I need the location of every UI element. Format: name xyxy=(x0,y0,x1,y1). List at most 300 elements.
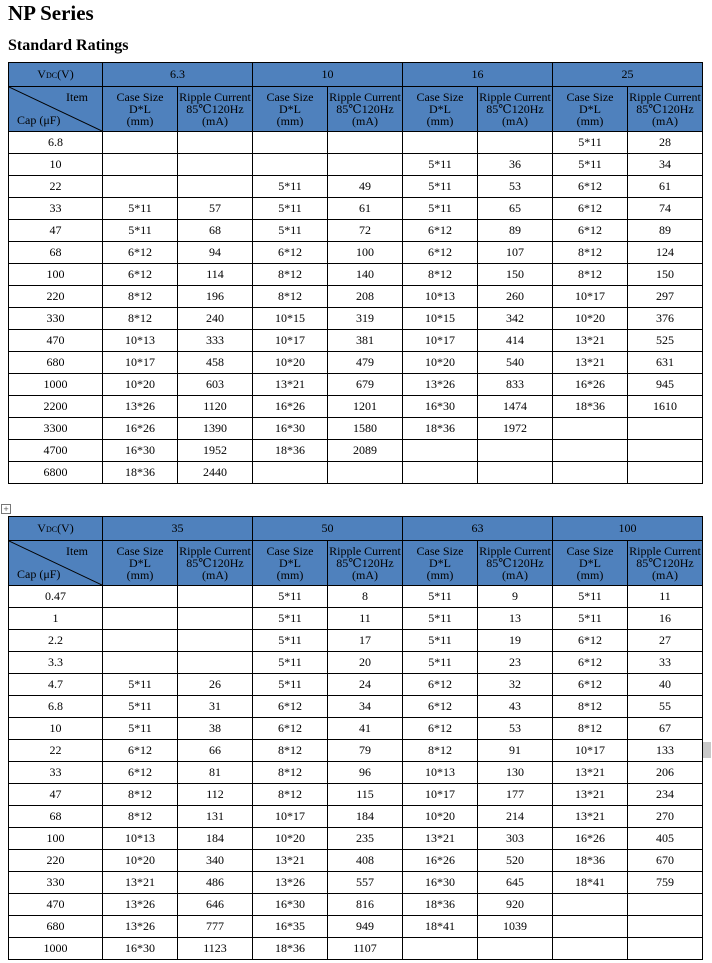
ripple-current-cell: 34 xyxy=(328,696,403,718)
table-row xyxy=(9,418,703,440)
cap-value-cell: 330 xyxy=(9,308,103,330)
table-row xyxy=(9,176,703,198)
case-size-cell: 8*12 xyxy=(103,308,178,330)
table-row xyxy=(9,784,703,806)
case-size-header-line: D*L xyxy=(279,102,301,116)
table-row xyxy=(9,264,703,286)
cap-value-cell: 4700 xyxy=(9,440,103,462)
case-size-cell: 10*20 xyxy=(253,352,328,374)
item-label: Item xyxy=(66,90,88,104)
cap-value-cell: 6.8 xyxy=(9,696,103,718)
ripple-current-cell: 57 xyxy=(178,198,253,220)
case-size-cell: 16*26 xyxy=(553,374,628,396)
case-size-cell xyxy=(253,462,328,484)
ripple-current-cell xyxy=(328,462,403,484)
table-row xyxy=(9,352,703,374)
ripple-current-cell: 520 xyxy=(478,850,553,872)
case-size-header-line: Case Size xyxy=(566,90,614,104)
ripple-current-cell: 949 xyxy=(328,916,403,938)
case-size-cell: 8*12 xyxy=(553,264,628,286)
ripple-current-header-line: 85℃120Hz xyxy=(636,556,694,570)
ripple-current-cell: 1039 xyxy=(478,916,553,938)
cap-value-cell: 3.3 xyxy=(9,652,103,674)
case-size-cell xyxy=(553,418,628,440)
ripple-current-header-line: 85℃120Hz xyxy=(186,102,244,116)
case-size-cell: 13*21 xyxy=(553,762,628,784)
cap-value-cell: 33 xyxy=(9,762,103,784)
ripple-current-cell: 32 xyxy=(478,674,553,696)
case-size-cell: 16*35 xyxy=(253,916,328,938)
case-size-cell: 5*11 xyxy=(253,630,328,652)
ripple-current-cell: 53 xyxy=(478,176,553,198)
case-size-header-line: D*L xyxy=(129,556,151,570)
case-size-header-line: (mm) xyxy=(576,568,604,582)
case-size-cell: 6*12 xyxy=(253,696,328,718)
ripple-current-cell xyxy=(178,652,253,674)
table-row xyxy=(9,586,703,608)
table-row xyxy=(9,740,703,762)
ripple-current-header-line: (mA) xyxy=(652,114,678,128)
ripple-current-cell: 36 xyxy=(478,154,553,176)
ripple-current-header-line: (mA) xyxy=(352,568,378,582)
case-size-cell: 18*36 xyxy=(403,418,478,440)
ripple-current-cell: 777 xyxy=(178,916,253,938)
ripple-current-cell xyxy=(628,916,703,938)
ripple-current-cell: 333 xyxy=(178,330,253,352)
table-row xyxy=(9,308,703,330)
ripple-current-cell: 9 xyxy=(478,586,553,608)
case-size-cell: 6*12 xyxy=(403,674,478,696)
ripple-current-cell: 66 xyxy=(178,740,253,762)
ripple-current-cell xyxy=(628,440,703,462)
case-size-cell: 8*12 xyxy=(253,286,328,308)
case-size-header-line: D*L xyxy=(579,102,601,116)
ripple-current-cell: 920 xyxy=(478,894,553,916)
cap-value-cell: 330 xyxy=(9,872,103,894)
ripple-current-cell xyxy=(178,630,253,652)
ripple-current-cell: 1390 xyxy=(178,418,253,440)
case-size-header-line: D*L xyxy=(579,556,601,570)
ripple-current-cell: 670 xyxy=(628,850,703,872)
voltage-header-0: 6.3 xyxy=(103,63,253,87)
ripple-current-cell xyxy=(328,154,403,176)
case-size-cell xyxy=(103,652,178,674)
ripple-current-cell: 479 xyxy=(328,352,403,374)
ripple-current-cell: 945 xyxy=(628,374,703,396)
cap-value-cell: 22 xyxy=(9,740,103,762)
table-row xyxy=(9,374,703,396)
case-size-cell: 10*17 xyxy=(553,740,628,762)
case-size-cell: 10*13 xyxy=(103,330,178,352)
vdc-unit: (V) xyxy=(57,67,74,81)
table-row xyxy=(9,696,703,718)
case-size-header xyxy=(103,541,178,586)
ripple-current-header-line: Ripple Current xyxy=(179,90,251,104)
ripple-current-header-line: (mA) xyxy=(502,568,528,582)
cap-value-cell: 220 xyxy=(9,286,103,308)
ripple-current-cell: 759 xyxy=(628,872,703,894)
ripple-current-header-line: 85℃120Hz xyxy=(186,556,244,570)
case-size-cell: 8*12 xyxy=(253,264,328,286)
column-header-row xyxy=(9,541,703,586)
case-size-header-line: D*L xyxy=(429,556,451,570)
ripple-current-cell: 525 xyxy=(628,330,703,352)
voltage-header-3: 25 xyxy=(553,63,703,87)
case-size-cell: 6*12 xyxy=(253,718,328,740)
ripple-current-cell: 340 xyxy=(178,850,253,872)
case-size-cell: 13*26 xyxy=(103,396,178,418)
ripple-current-cell: 1972 xyxy=(478,418,553,440)
cap-value-cell: 68 xyxy=(9,806,103,828)
case-size-cell: 8*12 xyxy=(103,806,178,828)
ripple-current-header-line: Ripple Current xyxy=(479,90,551,104)
ripple-current-cell: 61 xyxy=(628,176,703,198)
voltage-header-1: 10 xyxy=(253,63,403,87)
ripple-current-cell: 184 xyxy=(328,806,403,828)
ripple-current-header-line: 85℃120Hz xyxy=(486,102,544,116)
case-size-cell: 10*13 xyxy=(403,286,478,308)
case-size-cell: 5*11 xyxy=(103,220,178,242)
case-size-cell: 8*12 xyxy=(553,696,628,718)
case-size-cell: 6*12 xyxy=(553,220,628,242)
ripple-current-cell: 260 xyxy=(478,286,553,308)
ripple-current-header xyxy=(478,541,553,586)
ripple-current-cell: 94 xyxy=(178,242,253,264)
cap-value-cell: 6.8 xyxy=(9,132,103,154)
case-size-cell: 13*21 xyxy=(553,784,628,806)
case-size-cell xyxy=(253,132,328,154)
case-size-cell xyxy=(253,154,328,176)
cap-value-cell: 68 xyxy=(9,242,103,264)
ripple-current-cell: 107 xyxy=(478,242,553,264)
case-size-cell: 18*36 xyxy=(553,850,628,872)
case-size-cell: 10*20 xyxy=(103,850,178,872)
case-size-header-line: (mm) xyxy=(276,568,304,582)
case-size-header-line: (mm) xyxy=(126,114,154,128)
case-size-header-line: (mm) xyxy=(426,114,454,128)
table-row xyxy=(9,330,703,352)
case-size-cell: 6*12 xyxy=(253,242,328,264)
table-row xyxy=(9,938,703,960)
ripple-current-cell: 150 xyxy=(628,264,703,286)
case-size-header-line: Case Size xyxy=(416,90,464,104)
case-size-cell: 16*30 xyxy=(103,938,178,960)
case-size-cell: 5*11 xyxy=(103,718,178,740)
ripple-current-cell: 342 xyxy=(478,308,553,330)
ripple-current-cell: 131 xyxy=(178,806,253,828)
case-size-cell: 6*12 xyxy=(103,242,178,264)
section-title: Standard Ratings xyxy=(8,37,129,54)
case-size-header xyxy=(553,541,628,586)
case-size-header-line: (mm) xyxy=(126,568,154,582)
ripple-current-cell: 8 xyxy=(328,586,403,608)
voltage-header-2: 16 xyxy=(403,63,553,87)
ripple-current-cell: 68 xyxy=(178,220,253,242)
ripple-current-cell: 235 xyxy=(328,828,403,850)
vdc-header-cell xyxy=(9,63,103,87)
ripple-current-cell: 196 xyxy=(178,286,253,308)
case-size-cell: 5*11 xyxy=(403,586,478,608)
ripple-current-cell: 408 xyxy=(328,850,403,872)
case-size-header-line: D*L xyxy=(429,102,451,116)
ripple-current-cell: 65 xyxy=(478,198,553,220)
ripple-current-header-line: 85℃120Hz xyxy=(486,556,544,570)
case-size-cell: 13*26 xyxy=(253,872,328,894)
case-size-cell: 13*21 xyxy=(253,374,328,396)
ripple-current-cell: 79 xyxy=(328,740,403,762)
ripple-current-header-line: 85℃120Hz xyxy=(636,102,694,116)
case-size-cell: 5*11 xyxy=(253,586,328,608)
case-size-cell xyxy=(553,938,628,960)
ripple-current-header xyxy=(478,87,553,132)
case-size-header xyxy=(553,87,628,132)
ripple-current-header-line: (mA) xyxy=(202,114,228,128)
case-size-cell: 6*12 xyxy=(403,220,478,242)
table-row xyxy=(9,132,703,154)
case-size-cell: 5*11 xyxy=(253,652,328,674)
ripple-current-cell: 214 xyxy=(478,806,553,828)
ripple-current-cell xyxy=(178,132,253,154)
ripple-current-header-line: (mA) xyxy=(352,114,378,128)
ripple-current-cell: 1580 xyxy=(328,418,403,440)
ripple-current-header-line: (mA) xyxy=(502,114,528,128)
case-size-cell: 6*12 xyxy=(403,696,478,718)
cap-value-cell: 6800 xyxy=(9,462,103,484)
case-size-cell: 8*12 xyxy=(403,740,478,762)
case-size-cell: 10*17 xyxy=(253,806,328,828)
table-row xyxy=(9,894,703,916)
case-size-cell: 5*11 xyxy=(253,674,328,696)
ripple-current-cell: 833 xyxy=(478,374,553,396)
case-size-cell xyxy=(403,440,478,462)
case-size-cell: 10*15 xyxy=(403,308,478,330)
case-size-cell: 16*30 xyxy=(253,894,328,916)
ripple-current-cell: 16 xyxy=(628,608,703,630)
ripple-current-cell: 19 xyxy=(478,630,553,652)
ripple-current-cell: 24 xyxy=(328,674,403,696)
ripple-current-cell: 133 xyxy=(628,740,703,762)
case-size-header-line: D*L xyxy=(279,556,301,570)
ripple-current-cell: 458 xyxy=(178,352,253,374)
case-size-cell: 18*41 xyxy=(403,916,478,938)
ripple-current-cell xyxy=(178,154,253,176)
ripple-current-cell: 486 xyxy=(178,872,253,894)
case-size-cell xyxy=(103,176,178,198)
ripple-current-cell xyxy=(328,132,403,154)
case-size-cell: 16*26 xyxy=(403,850,478,872)
ripple-current-header-line: Ripple Current xyxy=(629,544,701,558)
ripple-current-cell: 816 xyxy=(328,894,403,916)
ripple-current-cell: 631 xyxy=(628,352,703,374)
case-size-cell: 5*11 xyxy=(103,696,178,718)
table-row xyxy=(9,718,703,740)
ripple-current-cell: 112 xyxy=(178,784,253,806)
ripple-current-cell: 53 xyxy=(478,718,553,740)
ripple-current-cell: 414 xyxy=(478,330,553,352)
case-size-cell: 5*11 xyxy=(553,132,628,154)
case-size-cell: 6*12 xyxy=(553,652,628,674)
ripple-current-cell: 89 xyxy=(628,220,703,242)
ripple-current-cell: 206 xyxy=(628,762,703,784)
case-size-cell: 5*11 xyxy=(253,608,328,630)
table-row xyxy=(9,762,703,784)
ripple-current-header xyxy=(178,541,253,586)
ripple-current-cell: 234 xyxy=(628,784,703,806)
ripple-current-cell: 43 xyxy=(478,696,553,718)
ripple-current-cell: 1201 xyxy=(328,396,403,418)
ripple-current-cell: 557 xyxy=(328,872,403,894)
ripple-current-cell: 297 xyxy=(628,286,703,308)
case-size-cell xyxy=(553,894,628,916)
case-size-header-line: (mm) xyxy=(576,114,604,128)
case-size-header-line: Case Size xyxy=(266,544,314,558)
ripple-current-cell: 319 xyxy=(328,308,403,330)
ripple-current-cell: 1120 xyxy=(178,396,253,418)
ripple-current-cell: 603 xyxy=(178,374,253,396)
case-size-cell: 8*12 xyxy=(553,718,628,740)
table-row xyxy=(9,828,703,850)
table-move-handle-icon[interactable]: + xyxy=(1,504,11,514)
cap-value-cell: 1 xyxy=(9,608,103,630)
case-size-header-line: Case Size xyxy=(116,544,164,558)
ripple-current-header xyxy=(628,87,703,132)
case-size-cell: 10*17 xyxy=(553,286,628,308)
ripple-current-cell: 91 xyxy=(478,740,553,762)
ripple-current-cell xyxy=(478,938,553,960)
vdc-label: V xyxy=(37,67,46,81)
ripple-current-cell xyxy=(628,462,703,484)
ripple-current-header-line: (mA) xyxy=(652,568,678,582)
case-size-cell: 10*20 xyxy=(553,308,628,330)
case-size-cell: 5*11 xyxy=(403,198,478,220)
ripple-current-cell: 40 xyxy=(628,674,703,696)
table-row xyxy=(9,916,703,938)
ripple-current-cell: 124 xyxy=(628,242,703,264)
ripple-current-cell: 20 xyxy=(328,652,403,674)
cap-value-cell: 1000 xyxy=(9,374,103,396)
case-size-header xyxy=(403,541,478,586)
case-size-cell: 10*13 xyxy=(403,762,478,784)
case-size-cell: 5*11 xyxy=(253,198,328,220)
cap-value-cell: 680 xyxy=(9,352,103,374)
ripple-current-cell: 96 xyxy=(328,762,403,784)
table-row xyxy=(9,608,703,630)
case-size-cell: 16*26 xyxy=(253,396,328,418)
item-label: Item xyxy=(66,544,88,558)
ripple-current-cell: 1107 xyxy=(328,938,403,960)
case-size-cell: 5*11 xyxy=(253,220,328,242)
ripple-current-cell: 31 xyxy=(178,696,253,718)
ripple-current-cell: 100 xyxy=(328,242,403,264)
cap-value-cell: 680 xyxy=(9,916,103,938)
cap-value-cell: 2.2 xyxy=(9,630,103,652)
case-size-cell xyxy=(103,132,178,154)
cap-value-cell: 100 xyxy=(9,828,103,850)
case-size-header-line: Case Size xyxy=(116,90,164,104)
case-size-cell: 6*12 xyxy=(103,740,178,762)
ripple-current-cell: 208 xyxy=(328,286,403,308)
case-size-cell: 10*17 xyxy=(103,352,178,374)
ripple-current-cell: 303 xyxy=(478,828,553,850)
ripple-current-header-line: 85℃120Hz xyxy=(336,102,394,116)
voltage-header-row xyxy=(9,63,703,87)
cap-value-cell: 470 xyxy=(9,894,103,916)
ripple-current-cell: 89 xyxy=(478,220,553,242)
case-size-cell: 18*36 xyxy=(553,396,628,418)
case-size-cell: 13*26 xyxy=(103,894,178,916)
case-size-cell: 10*20 xyxy=(403,806,478,828)
case-size-cell xyxy=(103,630,178,652)
ripple-current-header-line: Ripple Current xyxy=(329,90,401,104)
table-row xyxy=(9,630,703,652)
case-size-header-line: Case Size xyxy=(266,90,314,104)
ripple-current-cell: 11 xyxy=(628,586,703,608)
ripple-current-cell: 41 xyxy=(328,718,403,740)
ripple-current-cell: 67 xyxy=(628,718,703,740)
case-size-cell: 6*12 xyxy=(553,176,628,198)
case-size-cell: 10*17 xyxy=(403,784,478,806)
case-size-cell: 18*36 xyxy=(253,938,328,960)
voltage-header-2: 63 xyxy=(403,517,553,541)
case-size-header-line: (mm) xyxy=(276,114,304,128)
case-size-cell: 10*17 xyxy=(403,330,478,352)
ripple-current-cell: 33 xyxy=(628,652,703,674)
case-size-cell xyxy=(103,586,178,608)
ripple-current-cell: 2440 xyxy=(178,462,253,484)
case-size-cell: 13*21 xyxy=(253,850,328,872)
case-size-cell: 5*11 xyxy=(253,176,328,198)
ripple-current-cell: 72 xyxy=(328,220,403,242)
ripple-current-header-line: Ripple Current xyxy=(179,544,251,558)
case-size-header xyxy=(103,87,178,132)
ripple-current-cell: 49 xyxy=(328,176,403,198)
ripple-current-header-line: Ripple Current xyxy=(629,90,701,104)
scrollbar-thumb[interactable] xyxy=(703,742,711,758)
ripple-current-cell: 38 xyxy=(178,718,253,740)
cap-value-cell: 10 xyxy=(9,718,103,740)
item-cap-diagonal-cell xyxy=(9,87,103,132)
ripple-current-cell: 240 xyxy=(178,308,253,330)
case-size-cell: 10*20 xyxy=(253,828,328,850)
ripple-current-cell: 130 xyxy=(478,762,553,784)
case-size-cell: 16*26 xyxy=(103,418,178,440)
ratings-table-2 xyxy=(8,516,703,960)
case-size-cell: 8*12 xyxy=(253,762,328,784)
case-size-header xyxy=(253,541,328,586)
ripple-current-header xyxy=(328,541,403,586)
ripple-current-cell: 11 xyxy=(328,608,403,630)
ripple-current-header xyxy=(178,87,253,132)
cap-value-cell: 22 xyxy=(9,176,103,198)
ripple-current-header xyxy=(628,541,703,586)
ripple-current-cell: 28 xyxy=(628,132,703,154)
page-title: NP Series xyxy=(8,1,94,25)
ripple-current-cell: 150 xyxy=(478,264,553,286)
ripple-current-cell xyxy=(178,608,253,630)
ripple-current-cell xyxy=(628,894,703,916)
ripple-current-header-line: Ripple Current xyxy=(329,544,401,558)
case-size-cell: 5*11 xyxy=(403,652,478,674)
ripple-current-cell: 140 xyxy=(328,264,403,286)
case-size-cell: 18*36 xyxy=(253,440,328,462)
ripple-current-cell: 381 xyxy=(328,330,403,352)
case-size-cell: 5*11 xyxy=(553,586,628,608)
case-size-cell: 16*30 xyxy=(103,440,178,462)
case-size-cell: 6*12 xyxy=(553,630,628,652)
vdc-subscript: DC xyxy=(45,71,58,80)
cap-value-cell: 47 xyxy=(9,220,103,242)
cap-label: Cap (μF) xyxy=(17,113,61,127)
